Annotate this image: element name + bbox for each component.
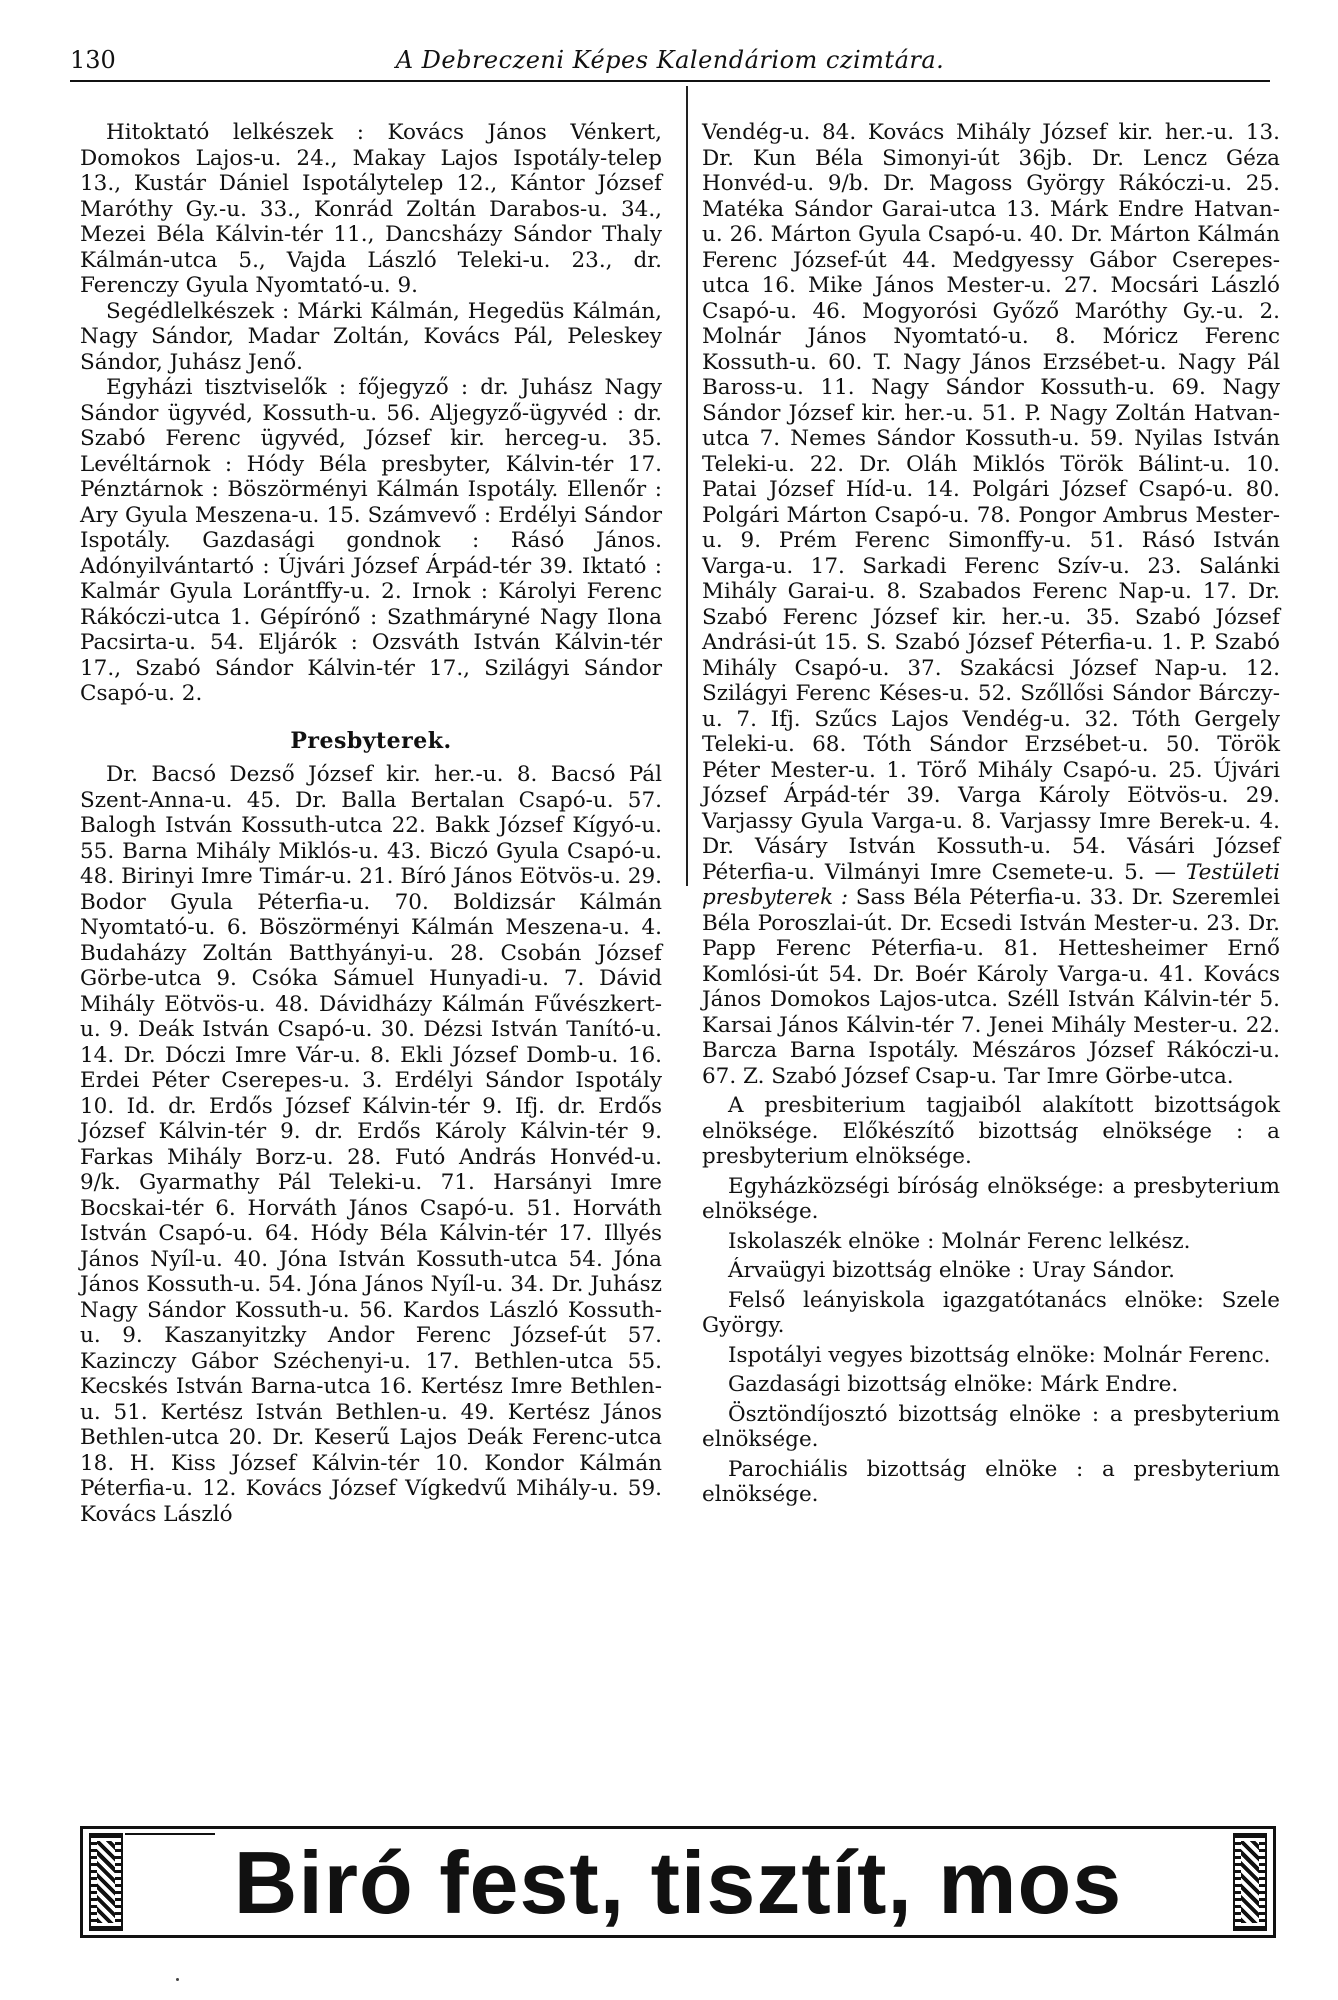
presbyters-continued-text: Vendég-u. 84. Kovács Mihály József kir. her.-u. 13. Dr. Kun Béla Simonyi-út 36jb. Dr. Lencz Géza Honvéd-u. 9/b. Dr. Magoss György Rákóczi-u. 25. Matéka Sándor Garai-utca 13. Márk Endre Hatvan-u. 26. Márton Gyula Csapó-u. 40. Dr. Márton Kálmán Ferenc József-út 44. Medgyessy Gábor Cserepes-utca 16. Mike János Mester-u. 27. Mocsári László Csapó-u. 46. Mogyorósi Győző Maróthy Gy.-u. 2. Molnár János Nyomtató-u. 8. Móricz Ferenc Kossuth-u. 60. T. Nagy János Erzsébet-u. Nagy Pál Baross-u. 11. Nagy Sándor Kossuth-u. 69. Nagy Sándor József kir. her.-u. 51. P. Nagy Zoltán Hatvan-utca 7. Nemes Sándor Kossuth-u. 59. Nyilas István Teleki-u. 22. Dr. Oláh Miklós Török Bálint-u. 10. Patai József Híd-u. 14. Polgári József Csapó-u. 80. Polgári Márton Csapó-u. 78. Pongor Ambrus Mester-u. 9. Prém Ferenc Simonffy-u. 51. Rásó István Varga-u. 17. Sarkadi Ferenc Szív-u. 23. Salánki Mihály Garai-u. 8. Szabados Ferenc Nap-u. 17. Dr. Szabó Ferenc József kir. her.-u. 35. Szabó József Andrási-út 15. S. Szabó József Péterfia-u. 1. P. Szabó Mihály Csapó-u. 37. Szakácsi József Nap-u. 12. Szilágyi Ferenc Késes-u. 52. Szőllősi Sándor Bárczy-u. 7. Ifj. Szűcs Lajos Vendég-u. 32. Tóth Gergely Teleki-u. 68. Tóth Sándor Erzsébet-u. 50. Török Péter Mester-u. 1. Törő Mihály Csapó-u. 25. Újvári József Árpád-tér 39. Varga Károly Eötvös-u. 29. Varjassy Gyula Varga-u. 8. Varjassy Imre Berek-u. 4. Dr. Vásáry István Kossuth-u. 54. Vásári József Péterfia-u. Vilmányi Imre Csemete-u. 5. —: [702, 120, 1280, 885]
officials-paragraph: Egyházi tisztviselők : főjegyző : dr. Juhász Nagy Sándor ügyvéd, Kossuth-u. 56. Aljegyző-ügyvéd : dr. Szabó Ferenc ügyvéd, József kir. herceg-u. 35. Levéltárnok : Hódy Béla presbyter, Kálvin-tér 17. Pénztárnok : Böszörményi Kálmán Ispotály. Ellenőr : Ary Gyula Meszena-u. 15. Számvevő : Erdélyi Sándor Ispotály. Gazdasági gondnok : Rásó János. Adónyilvántartó : Újvári József Árpád-tér 39. Iktató : Kalmár Gyula Lorántffy-u. 2. Irnok : Károlyi Ferenc Rákóczi-utca 1. Gépírónő : Szathmáryné Nagy Ilona Pacsirta-u. 54. Eljárók : Ozsváth István Kálvin-tér 17., Szabó Sándor Kálvin-tér 17., Szilágyi Sándor Csapó-u. 2.: [80, 375, 662, 706]
page-number: 130: [70, 46, 116, 74]
committee-paragraph: Parochiális bizottság elnöke : a presbyterium elnöksége.: [702, 1456, 1280, 1507]
ornament-left-icon: [89, 1833, 123, 1931]
ornament-right-icon: [1233, 1833, 1267, 1931]
committee-paragraph: Iskolaszék elnöke : Molnár Ferenc lelkész.: [728, 1228, 1191, 1254]
presbyters-continued-paragraph: [702, 120, 1280, 1089]
assistant-clergy-paragraph: Segédlelkészek : Márki Kálmán, Hegedüs Kálmán, Nagy Sándor, Madar Zoltán, Kovács Pál, Peleskey Sándor, Juhász Jenő.: [80, 298, 662, 375]
advertisement-banner: [80, 1826, 1276, 1938]
print-speck: [176, 1978, 179, 1981]
left-column: [80, 120, 662, 1527]
committee-paragraph: Árvaügyi bizottság elnöke : Uray Sándor.: [728, 1258, 1175, 1283]
corporate-presbyters-label: Testületi presbyterek :: [702, 859, 1280, 910]
committee-paragraph: Felső leányiskola igazgatótanács elnöke: Szele György.: [702, 1287, 1280, 1338]
advertisement-text: Biró fest, tisztít, mos: [139, 1835, 1217, 1931]
column-divider: [686, 86, 688, 886]
section-heading: Presbyterek.: [290, 727, 452, 754]
corporate-presbyters-text: Sass Béla Péterfia-u. 33. Dr. Szeremlei Béla Poroszlai-út. Dr. Ecsedi István Mester-u. 23. Dr. Papp Ferenc Péterfia-u. 81. Hettesheimer Ernő Komlósi-út 54. Dr. Boér Károly Varga-u. 41. Kovács János Domokos Lajos-utca. Széll István Kálvin-tér 5. Karsai János Kálvin-tér 7. Jenei Mihály Mester-u. 22. Barcza Barna Ispotály. Mészáros József Rákóczi-u. 67. Z. Szabó József Csap-u. Tar Imre Görbe-utca.: [702, 885, 1280, 1089]
committee-paragraph: A presbiterium tagjaiból alakított bizottságok elnöksége. Előkészítő bizottság elnöksége : a presbyterium elnöksége.: [702, 1093, 1280, 1169]
clergy-paragraph: Hitoktató lelkészek : Kovács János Vénkert, Domokos Lajos-u. 24., Makay Lajos Ispotály-telep 13., Kustár Dániel Ispotálytelep 12., Kántor József Maróthy Gy.-u. 33., Konrád Zoltán Darabos-u. 34., Mezei Béla Kálvin-tér 11., Dancsházy Sándor Thaly Kálmán-utca 5., Vajda László Teleki-u. 23., dr. Ferenczy Gyula Nyomtató-u. 9.: [80, 120, 662, 298]
running-title: A Debreczeni Képes Kalendáriom czimtára.: [395, 46, 945, 74]
committee-paragraph: Egyházközségi bíróság elnöksége: a presbyterium elnöksége.: [702, 1173, 1280, 1224]
committee-paragraph: Gazdasági bizottság elnöke: Márk Endre.: [728, 1372, 1179, 1397]
page-header: [70, 44, 1270, 82]
committee-paragraph: Ispotályi vegyes bizottság elnöke: Molnár Ferenc.: [728, 1342, 1271, 1368]
right-column: [702, 120, 1280, 1508]
presbyters-paragraph: Dr. Bacsó Dezső József kir. her.-u. 8. Bacsó Pál Szent-Anna-u. 45. Dr. Balla Bertalan Csapó-u. 57. Balogh István Kossuth-utca 22. Bakk József Kígyó-u. 55. Barna Mihály Miklós-u. 43. Biczó Gyula Csapó-u. 48. Birinyi Imre Timár-u. 21. Bíró János Eötvös-u. 29. Bodor Gyula Péterfia-u. 70. Boldizsár Kálmán Nyomtató-u. 6. Böszörményi Kálmán Meszena-u. 4. Budaházy Zoltán Batthyányi-u. 28. Csobán József Görbe-utca 9. Csóka Sámuel Hunyadi-u. 7. Dávid Mihály Eötvös-u. 48. Dávidházy Kálmán Fűvészkert-u. 9. Deák István Csapó-u. 30. Dézsi István Tanító-u. 14. Dr. Dóczi Imre Vár-u. 8. Ekli József Domb-u. 16. Erdei Péter Cserepes-u. 3. Erdélyi Sándor Ispotály 10. Id. dr. Erdős József Kálvin-tér 9. Ifj. dr. Erdős József Kálvin-tér 9. dr. Erdős Károly Kálvin-tér 9. Farkas Mihály Borz-u. 28. Futó András Honvéd-u. 9/k. Gyarmathy Pál Teleki-u. 71. Harsányi Imre Bocskai-tér 6. Horváth János Csapó-u. 51. Horváth István Csapó-u. 64. Hódy Béla Kálvin-tér 17. Illyés János Nyíl-u. 40. Jóna István Kossuth-utca 54. Jóna János Kossuth-u. 54. Jóna János Nyíl-u. 34. Dr. Juhász Nagy Sándor Kossuth-u. 56. Kardos László Kossuth-u. 9. Kaszanyitzky Andor Ferenc József-út 57. Kazinczy Gábor Széchenyi-u. 17. Bethlen-utca 55. Kecskés István Barna-utca 16. Kertész Imre Bethlen-u. 51. Kertész István Bethlen-u. 49. Kertész János Bethlen-utca 20. Dr. Keserű Lajos Deák Ferenc-utca 18. H. Kiss József Kálvin-tér 10. Kondor Kálmán Péterfia-u. 12. Kovács József Vígkedvű Mihály-u. 59. Kovács László: [80, 762, 662, 1527]
committee-paragraph: Ösztöndíjosztó bizottság elnöke : a presbyterium elnöksége.: [702, 1401, 1280, 1452]
